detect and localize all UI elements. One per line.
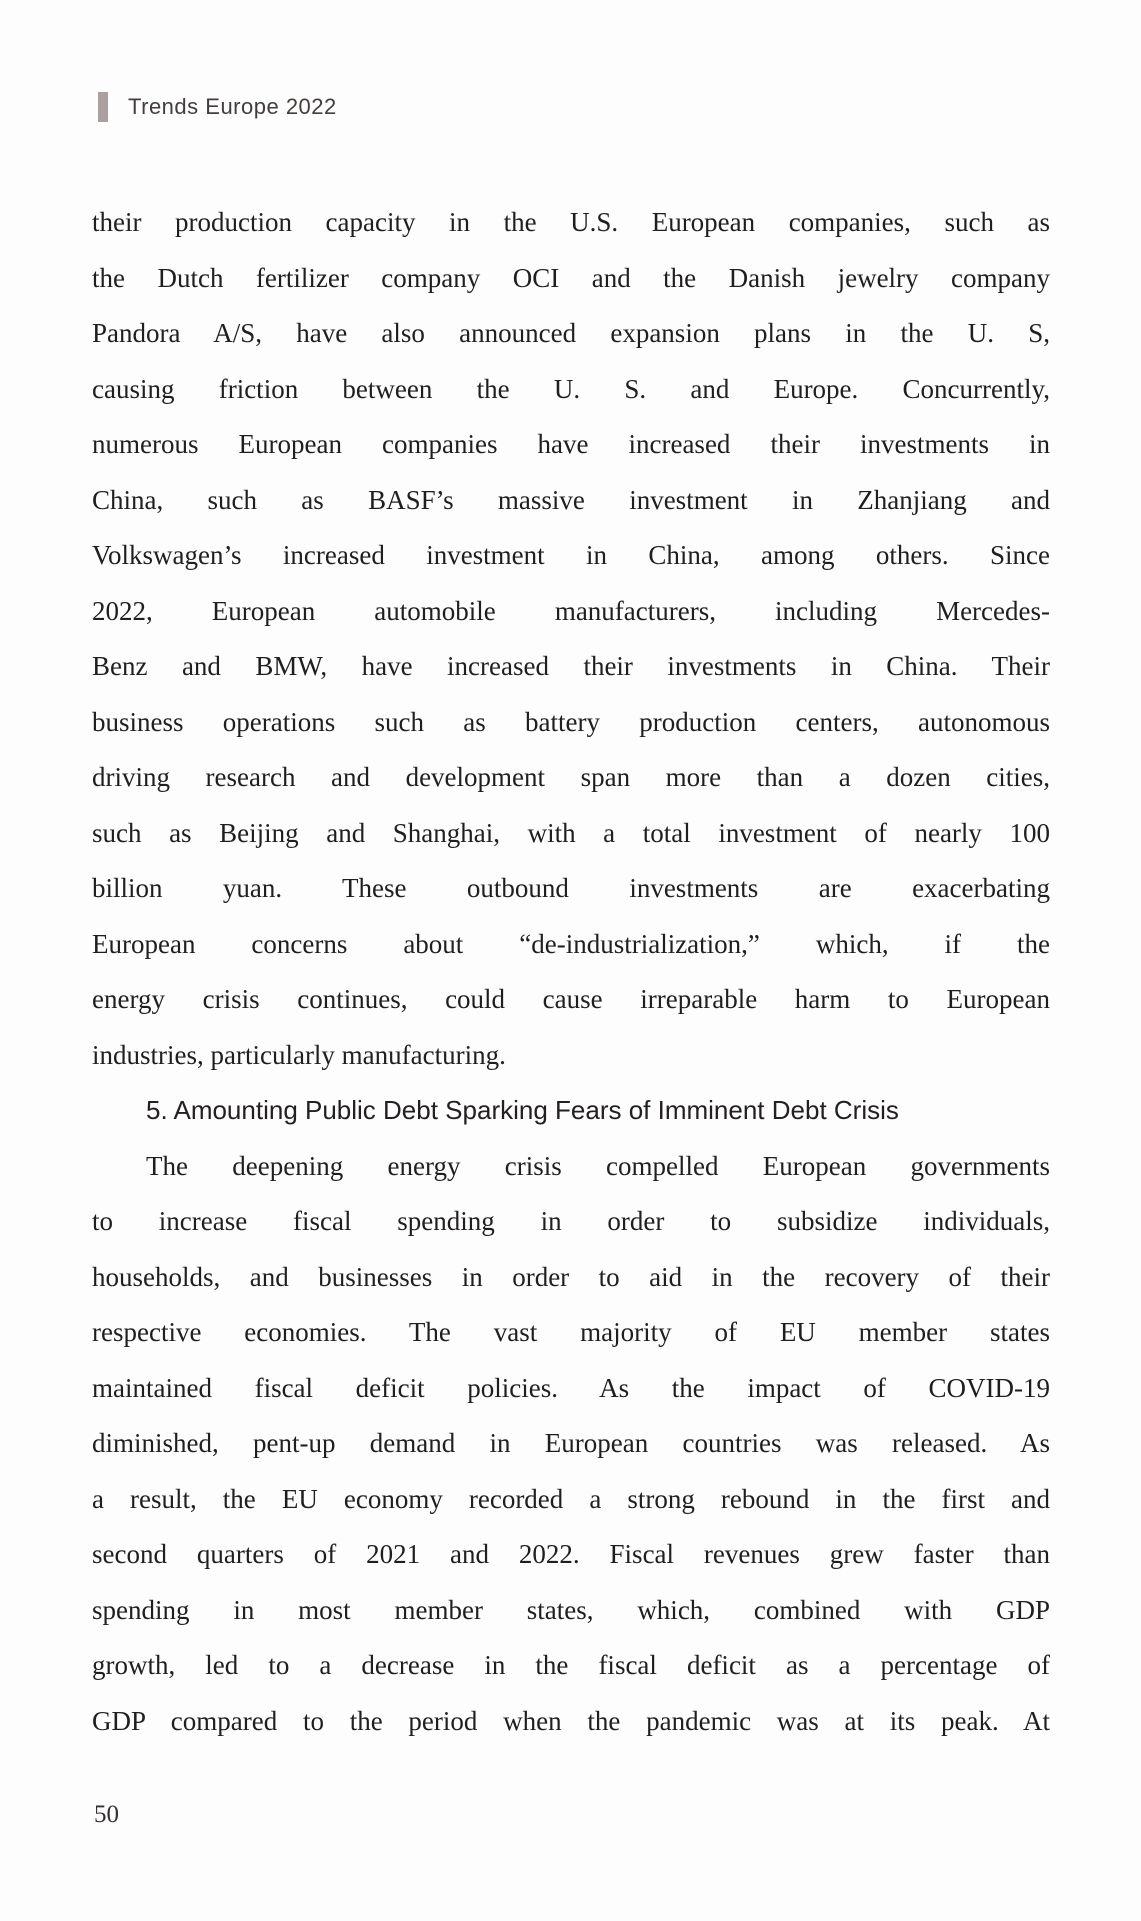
text-line: driving research and development span more than a dozen cities, xyxy=(92,762,1050,792)
text-line: Benz and BMW, have increased their investments in China. Their xyxy=(92,651,1050,681)
text-line: the Dutch fertilizer company OCI and the Danish jewelry company xyxy=(92,262,1050,293)
text-line: maintained fiscal deficit policies. As the impact of COVID-19 xyxy=(92,1372,1050,1403)
section-heading: 5. Amounting Public Debt Sparking Fears of Imminent Debt Crisis xyxy=(146,1095,899,1125)
text-line: billion yuan. These outbound investments are exacerbating xyxy=(92,873,1050,903)
text-line: Pandora A/S, have also announced expansion plans in the U. S, xyxy=(92,318,1050,348)
text-line: second quarters of 2021 and 2022. Fiscal revenues grew faster than xyxy=(92,1539,1050,1569)
text-line: respective economies. The vast majority of EU member states xyxy=(92,1317,1050,1347)
text-line: diminished, pent-up demand in European countries was released. As xyxy=(92,1428,1050,1458)
text-line: GDP compared to the period when the pandemic was at its peak. At xyxy=(92,1705,1050,1736)
text-line: a result, the EU economy recorded a strong rebound in the first and xyxy=(92,1483,1050,1514)
page-number: 50 xyxy=(94,1801,119,1828)
header-title: Trends Europe 2022 xyxy=(128,94,337,119)
text-line: Volkswagen’s increased investment in China, among others. Since xyxy=(92,540,1050,570)
text-line: 2022, European automobile manufacturers, including Mercedes- xyxy=(92,595,1050,626)
text-line: households, and businesses in order to aid in the recovery of their xyxy=(92,1261,1050,1292)
text-line: China, such as BASF’s massive investment in Zhanjiang and xyxy=(92,484,1050,515)
paragraph-1 xyxy=(92,195,1050,1083)
body-text xyxy=(92,195,1050,1749)
text-line: their production capacity in the U.S. European companies, such as xyxy=(92,207,1050,237)
text-line: numerous European companies have increased their investments in xyxy=(92,429,1050,459)
text-line: European concerns about “de-industrialization,” which, if the xyxy=(92,928,1050,959)
running-header xyxy=(98,92,337,122)
text-line: growth, led to a decrease in the fiscal deficit as a percentage of xyxy=(92,1650,1050,1680)
text-line: The deepening energy crisis compelled European governments xyxy=(146,1150,1050,1181)
text-line: industries, particularly manufacturing. xyxy=(92,1039,506,1070)
text-line: such as Beijing and Shanghai, with a total investment of nearly 100 xyxy=(92,817,1050,848)
text-line: business operations such as battery production centers, autonomous xyxy=(92,706,1050,737)
text-line: spending in most member states, which, combined with GDP xyxy=(92,1594,1050,1625)
text-line: energy crisis continues, could cause irreparable harm to European xyxy=(92,984,1050,1014)
text-line: to increase fiscal spending in order to subsidize individuals, xyxy=(92,1206,1050,1236)
paragraph-2 xyxy=(92,1139,1050,1750)
text-line: causing friction between the U. S. and Europe. Concurrently, xyxy=(92,373,1050,404)
header-marker-bar xyxy=(98,92,108,122)
